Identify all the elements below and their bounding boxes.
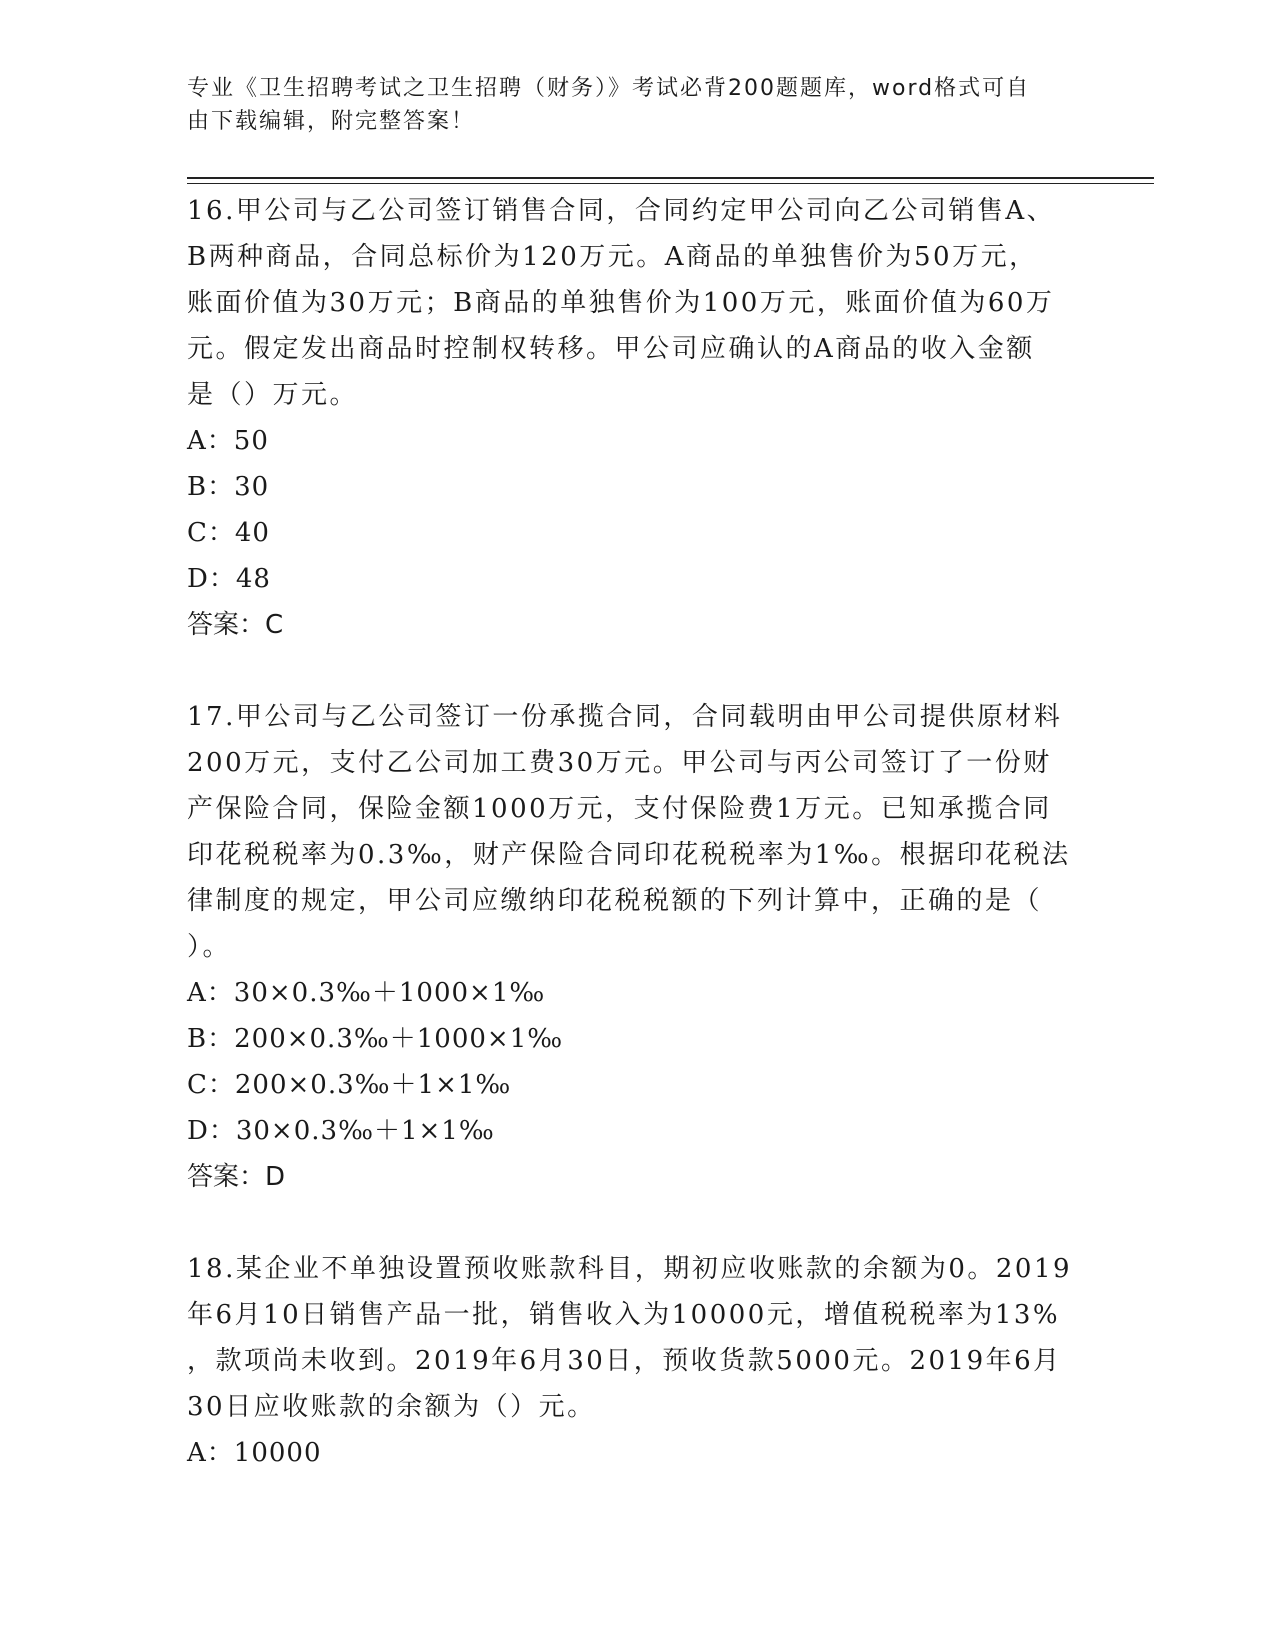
question-17-option-c: C：200×0.3‰＋1×1‰ xyxy=(187,1070,512,1100)
question-17-line-3: 产保险合同，保险金额1000万元，支付保险费1万元。已知承揽合同 xyxy=(187,794,1052,824)
question-16 xyxy=(187,188,1087,648)
question-18-line-1: 18.某企业不单独设置预收账款科目，期初应收账款的余额为0。2019 xyxy=(187,1254,1073,1284)
header-rule-thin xyxy=(187,183,1154,184)
question-17-option-a: A：30×0.3‰＋1000×1‰ xyxy=(187,978,546,1008)
question-18-line-3: ，款项尚未收到。2019年6月30日，预收货款5000元。2019年6月 xyxy=(187,1346,1062,1376)
question-16-option-c: C：40 xyxy=(187,518,270,548)
question-17-line-6: ）。 xyxy=(187,932,232,962)
question-16-line-5: 是（）万元。 xyxy=(187,380,359,410)
question-18-line-2: 年6月10日销售产品一批，销售收入为10000元，增值税税率为13% xyxy=(187,1300,1061,1330)
question-16-option-b: B：30 xyxy=(187,472,270,502)
question-16-answer: 答案：C xyxy=(187,610,284,640)
question-17-option-b: B：200×0.3‰＋1000×1‰ xyxy=(187,1024,564,1054)
question-17-line-1: 17.甲公司与乙公司签订一份承揽合同，合同载明由甲公司提供原材料 xyxy=(187,702,1063,732)
question-17-answer: 答案：D xyxy=(187,1162,286,1192)
header-line-1: 专业《卫生招聘考试之卫生招聘（财务）》考试必背200题题库，word格式可自 xyxy=(187,76,1031,101)
question-17-line-5: 律制度的规定，甲公司应缴纳印花税税额的下列计算中，正确的是（ xyxy=(187,886,1043,916)
question-17-line-4: 印花税税率为0.3‰，财产保险合同印花税税率为1‰。根据印花税法 xyxy=(187,840,1071,870)
question-16-line-1: 16.甲公司与乙公司签订销售合同，合同约定甲公司向乙公司销售A、 xyxy=(187,196,1056,226)
question-17-line-2: 200万元，支付乙公司加工费30万元。甲公司与丙公司签订了一份财 xyxy=(187,748,1052,778)
question-16-line-3: 账面价值为30万元；B商品的单独售价为100万元，账面价值为60万 xyxy=(187,288,1055,318)
question-18-option-a: A：10000 xyxy=(187,1438,322,1468)
question-16-option-a: A：50 xyxy=(187,426,269,456)
question-18-line-4: 30日应收账款的余额为（）元。 xyxy=(187,1392,596,1422)
question-17 xyxy=(187,694,1087,1200)
header-rule-thick xyxy=(187,177,1154,179)
question-17-option-d: D：30×0.3‰＋1×1‰ xyxy=(187,1116,495,1146)
question-16-line-4: 元。假定发出商品时控制权转移。甲公司应确认的A商品的收入金额 xyxy=(187,334,1035,364)
question-list xyxy=(187,188,1087,1522)
question-16-option-d: D：48 xyxy=(187,564,271,594)
question-16-line-2: B两种商品，合同总标价为120万元。A商品的单独售价为50万元， xyxy=(187,242,1038,272)
header-line-2: 由下载编辑，附完整答案！ xyxy=(187,109,476,134)
question-18 xyxy=(187,1246,1087,1476)
document-header xyxy=(187,72,1077,138)
